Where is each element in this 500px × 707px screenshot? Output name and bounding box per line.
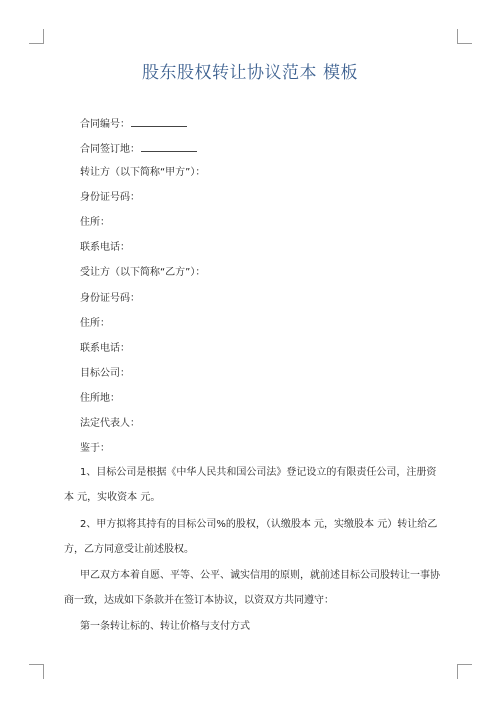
transferee-address-label: 住所： <box>80 318 110 329</box>
legal-representative-label: 法定代表人： <box>80 418 140 429</box>
transferor-phone-label: 联系电话： <box>80 242 130 253</box>
contract-number-blank <box>131 116 187 127</box>
crop-mark-bottom-left <box>29 664 44 679</box>
transferee-phone-label: 联系电话： <box>80 343 130 354</box>
paragraph-equity-transfer: 2、甲方拟将其持有的目标公司%的股权，（认缴股本 元，实缴股本 元）转让给乙方，乙方同意受让前述股权。 <box>64 519 438 555</box>
transferor-address-label: 住所： <box>80 217 110 228</box>
company-address-label: 住所地： <box>80 393 120 404</box>
target-company-label: 目标公司： <box>80 368 130 379</box>
transferor-label: 转让方（以下简称“甲方”）： <box>80 167 206 178</box>
transferee-label: 受让方（以下简称“乙方”）： <box>80 267 206 278</box>
transferor-id-label: 身份证号码： <box>80 192 140 203</box>
paragraph-registered-capital: 1、目标公司是根据《中华人民共和国公司法》登记设立的有限责任公司，注册资本 元，实收资本 元。 <box>64 467 437 503</box>
contract-number-line <box>80 116 187 132</box>
crop-mark-top-left <box>29 29 44 44</box>
article-one-heading: 第一条转让标的、转让价格与支付方式 <box>80 621 250 632</box>
contract-number-label: 合同编号： <box>80 119 130 130</box>
paragraph-principles: 甲乙双方本着自愿、平等、公平、诚实信用的原则，就前述目标公司股转让一事协商一致，达成如下条款并在签订本协议，以资双方共同遵守： <box>64 570 440 606</box>
sign-place-line <box>80 141 197 157</box>
sign-place-label: 合同签订地： <box>80 144 140 155</box>
transferee-id-label: 身份证号码： <box>80 293 140 304</box>
sign-place-blank <box>141 141 197 152</box>
document-title: 股东股权转让协议范本 模板 <box>142 63 358 83</box>
crop-mark-bottom-right <box>457 664 472 679</box>
whereas-label: 鉴于： <box>80 443 110 454</box>
crop-mark-top-right <box>457 29 472 44</box>
